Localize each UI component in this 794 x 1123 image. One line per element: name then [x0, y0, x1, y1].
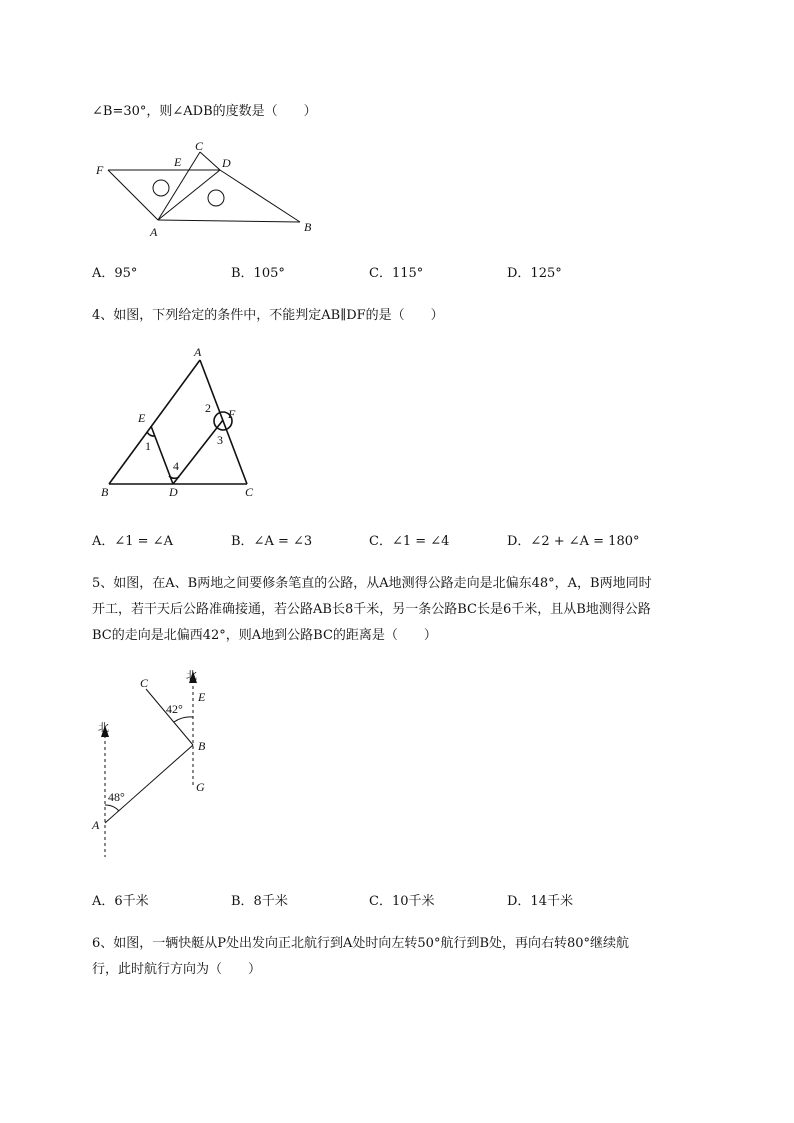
q3-figure: [90, 138, 330, 243]
q6-stem-line-1: 6、如图，一辆快艇从P处出发向正北航行到A处时向左转50°航行到B处，再向右转80°继续航: [92, 936, 630, 951]
q3-option-b[interactable]: B．105°: [231, 266, 285, 281]
q5-label-A: A: [92, 818, 100, 832]
q4-label-E: E: [138, 411, 146, 425]
q3-label-A: A: [150, 225, 158, 239]
q5-option-d[interactable]: D．14千米: [507, 894, 573, 909]
q5-option-a[interactable]: A．6千米: [92, 894, 149, 909]
q3-label-E: E: [174, 155, 182, 169]
q4-option-d[interactable]: D．∠2 + ∠A = 180°: [507, 534, 640, 549]
q6-stem-line-2: 行，此时航行方向为（ ）: [92, 962, 262, 977]
q4-label-A: A: [194, 345, 202, 359]
q3-option-c[interactable]: C．115°: [369, 266, 424, 281]
q5-label-angle-48: 48°: [108, 790, 125, 804]
q3-label-D: D: [222, 156, 231, 170]
q4-option-c[interactable]: C．∠1 = ∠4: [369, 534, 450, 549]
q5-label-C: C: [140, 676, 149, 690]
q3-option-d[interactable]: D．125°: [507, 266, 562, 281]
q5-option-b[interactable]: B．8千米: [231, 894, 288, 909]
q5-label-G: G: [196, 780, 205, 794]
q5-stem-line-2: 开工，若干天后公路准确接通，若公路AB长8千米，另一条公路BC长是6千米，且从B地测得公路: [92, 602, 651, 617]
q4-label-4: 4: [173, 459, 179, 473]
q3-label-C: C: [195, 139, 204, 153]
q4-label-D: D: [169, 485, 178, 499]
q3-label-F: F: [96, 163, 104, 177]
q5-label-angle-42: 42°: [166, 702, 183, 716]
q4-label-B: B: [101, 485, 109, 499]
q5-label-north-right: 北: [186, 669, 197, 682]
q5-label-E: E: [198, 690, 206, 704]
q3-option-a[interactable]: A．95°: [92, 266, 138, 281]
q4-option-b[interactable]: B．∠A = ∠3: [231, 534, 313, 549]
q5-stem-line-1: 5、如图，在A、B两地之间要修条笔直的公路，从A地测得公路走向是北偏东48°，A，B两地同时: [92, 576, 652, 591]
q5-label-north-left: 北: [98, 721, 109, 734]
q3-label-B: B: [304, 220, 312, 234]
q4-label-F: F: [228, 407, 236, 421]
q4-figure: [95, 342, 270, 502]
q4-stem: 4、如图，下列给定的条件中，不能判定AB∥DF的是（ ）: [92, 308, 444, 323]
q5-stem-line-3: BC的走向是北偏西42°，则A地到公路BC的距离是（ ）: [92, 628, 437, 643]
q5-option-c[interactable]: C．10千米: [369, 894, 435, 909]
q4-label-3: 3: [217, 433, 223, 447]
q5-label-B: B: [198, 739, 206, 753]
q4-option-a[interactable]: A．∠1 = ∠A: [92, 534, 173, 549]
q5-figure: [88, 665, 228, 860]
q3-stem-tail: ∠B=30°，则∠ADB的度数是（ ）: [92, 104, 317, 119]
q4-label-C: C: [245, 485, 254, 499]
q4-label-2: 2: [205, 401, 211, 415]
q4-label-1: 1: [145, 439, 151, 453]
